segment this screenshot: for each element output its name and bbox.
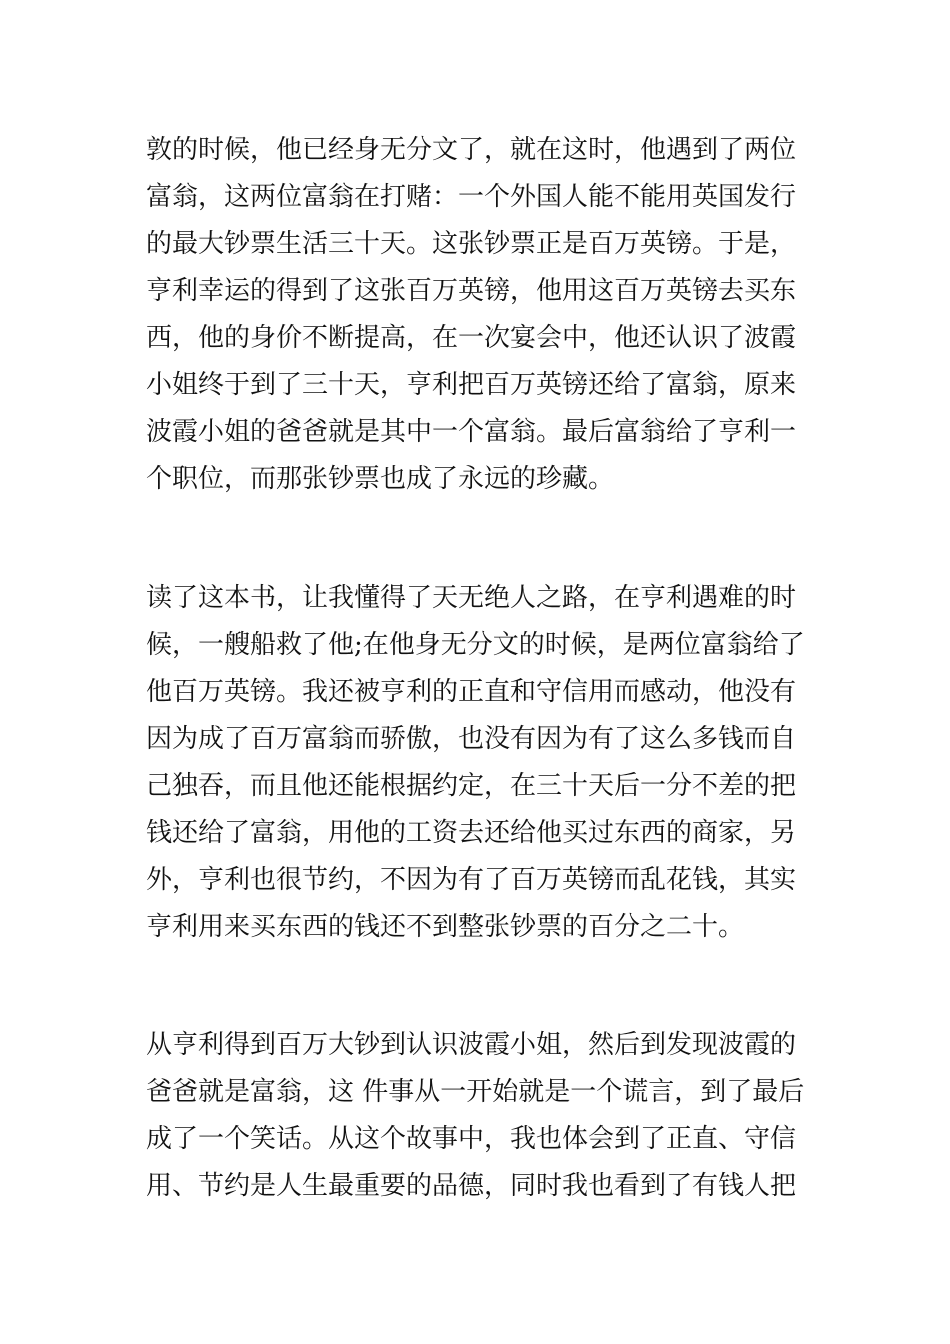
paragraph-3 [146, 1022, 816, 1210]
text-line: 亨利用来买东西的钱还不到整张钞票的百分之二十。 [146, 912, 745, 942]
text-line: 成了一个笑话。从这个故事中，我也体会到了正直、守信 [146, 1124, 797, 1154]
text-line: 富翁，这两位富翁在打赌：一个外国人能不能用英国发行 [146, 182, 797, 212]
text-line: 钱还给了富翁，用他的工资去还给他买过东西的商家，另 [146, 818, 797, 848]
text-line: 用、节约是人生最重要的品德，同时我也看到了有钱人把 [146, 1171, 797, 1201]
text-line: 己独吞，而且他还能根据约定，在三十天后一分不差的把 [146, 771, 797, 801]
text-line: 波霞小姐的爸爸就是其中一个富翁。最后富翁给了亨利一 [146, 417, 797, 447]
text-line: 西，他的身价不断提高，在一次宴会中，他还认识了波霞 [146, 323, 797, 353]
text-line: 亨利幸运的得到了这张百万英镑，他用这百万英镑去买东 [146, 276, 797, 306]
text-line: 个职位，而那张钞票也成了永远的珍藏。 [146, 464, 615, 494]
text-line: 的最大钞票生活三十天。这张钞票正是百万英镑。于是， [146, 229, 797, 259]
text-line: 爸爸就是富翁，这 件事从一开始就是一个谎言，到了最后 [146, 1077, 805, 1107]
text-line: 敦的时候，他已经身无分文了，就在这时，他遇到了两位 [146, 135, 797, 165]
text-line: 从亨利得到百万大钞到认识波霞小姐，然后到发现波霞的 [146, 1030, 797, 1060]
text-line: 因为成了百万富翁而骄傲，也没有因为有了这么多钱而自 [146, 724, 797, 754]
text-line: 读了这本书，让我懂得了天无绝人之路，在亨利遇难的时 [146, 583, 797, 613]
paragraph-2 [146, 575, 816, 951]
text-line: 候，一艘船救了他;在他身无分文的时候，是两位富翁给了 [146, 630, 805, 660]
text-line: 外，亨利也很节约，不因为有了百万英镑而乱花钱，其实 [146, 865, 797, 895]
text-line: 小姐终于到了三十天，亨利把百万英镑还给了富翁，原来 [146, 370, 797, 400]
text-line: 他百万英镑。我还被亨利的正直和守信用而感动，他没有 [146, 677, 797, 707]
paragraph-1 [146, 127, 816, 503]
